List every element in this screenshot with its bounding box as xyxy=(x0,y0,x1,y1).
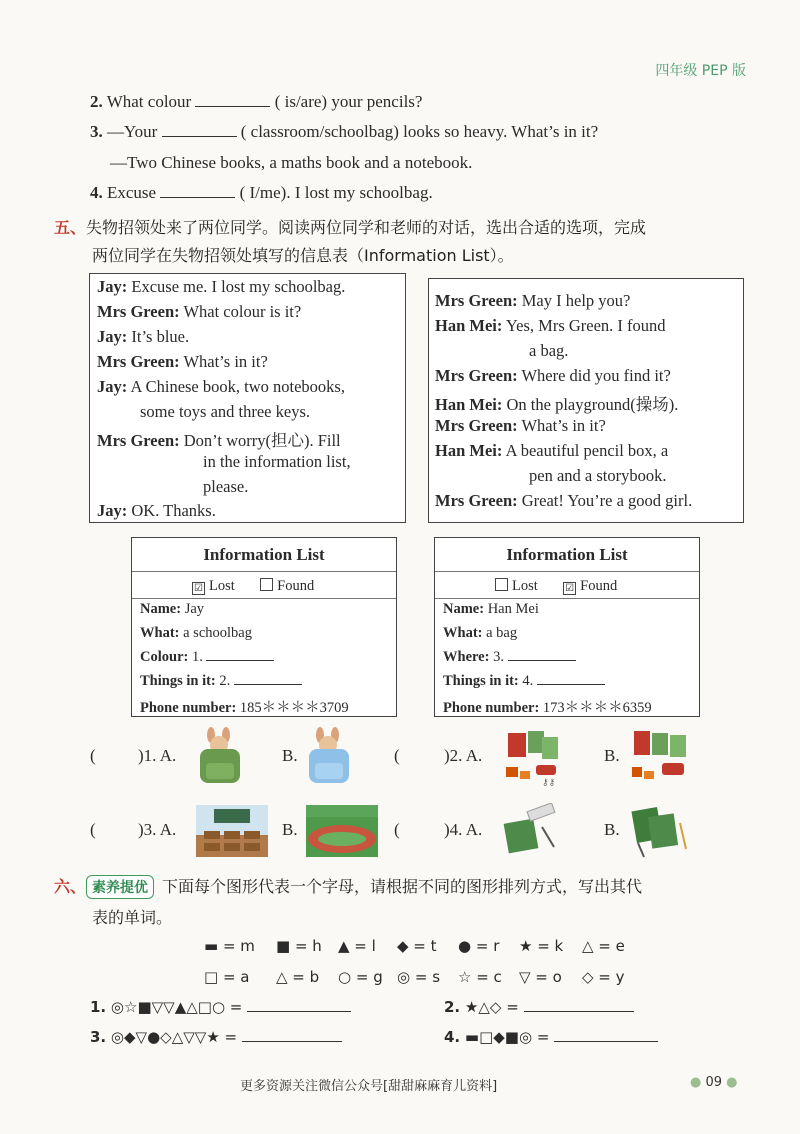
blackboard xyxy=(214,809,250,823)
question-line xyxy=(90,183,433,203)
question-reply: —Two Chinese books, a maths book and a notebook. xyxy=(110,153,473,172)
choice-b-label: B. xyxy=(282,746,298,765)
classroom-picture[interactable] xyxy=(196,805,268,857)
info-label: Phone number: xyxy=(140,700,237,716)
code-key: ☆ = c xyxy=(458,968,502,986)
info-label: Name: xyxy=(140,601,182,617)
dialog-line xyxy=(97,302,301,322)
trees xyxy=(306,805,378,817)
info-label: Phone number: xyxy=(443,700,540,716)
speaker: Han Mei: xyxy=(435,395,503,414)
section-badge: 素养提优 xyxy=(86,875,154,899)
info-row xyxy=(443,673,605,690)
choice-b-label: B. xyxy=(604,746,620,765)
desk xyxy=(244,843,260,851)
answer-paren[interactable]: ( xyxy=(90,746,96,765)
puzzle-symbols: ◎☆■▽▽▲△□○ = xyxy=(110,998,243,1016)
dialog-text: OK. Thanks. xyxy=(131,501,216,520)
pencilbox-pen-book-picture[interactable] xyxy=(502,803,564,859)
speaker: Mrs Green: xyxy=(97,302,180,321)
dialog-line: a bag. xyxy=(529,341,569,360)
info-label: What: xyxy=(140,625,180,641)
puzzle-number: 1. xyxy=(90,998,107,1016)
page-number-text: 09 xyxy=(705,1075,723,1090)
books-toys-keys-picture[interactable] xyxy=(502,727,564,787)
info-row xyxy=(443,649,576,666)
dialog-text: What’s in it? xyxy=(183,352,268,371)
answer-blank[interactable] xyxy=(524,1010,634,1012)
found-label: Found xyxy=(277,578,315,594)
choice-number: )4. A. xyxy=(444,820,483,839)
lost-checkbox[interactable] xyxy=(495,578,508,591)
puzzle-number: 3. xyxy=(90,1028,107,1046)
question-number: 4. xyxy=(90,183,103,202)
dialog-line xyxy=(97,501,216,521)
info-value: 3. xyxy=(493,649,504,665)
speaker: Mrs Green: xyxy=(97,431,180,450)
info-row xyxy=(140,601,204,618)
puzzle-symbols: ★△◇ = xyxy=(464,998,519,1016)
dialog-line xyxy=(97,277,345,297)
code-key: ● = r xyxy=(458,937,500,955)
dialog-text: Excuse me. I lost my schoolbag. xyxy=(131,277,346,296)
code-key: ■ = h xyxy=(276,937,322,955)
question-text: ( classroom/schoolbag) looks so heavy. What’s in it? xyxy=(240,122,599,141)
desk xyxy=(204,831,220,839)
found-checkbox[interactable] xyxy=(260,578,273,591)
info-value: 2. xyxy=(219,673,231,689)
toy-block xyxy=(506,767,518,777)
dialog-text: Yes, Mrs Green. I found xyxy=(505,316,666,335)
choice-b-label: B. xyxy=(282,820,298,839)
field xyxy=(318,832,366,846)
pencil-box xyxy=(527,803,555,821)
dialog-line: some toys and three keys. xyxy=(140,402,311,421)
red-book xyxy=(634,731,650,755)
divider xyxy=(132,571,396,572)
desk xyxy=(244,831,260,839)
answer-blank[interactable] xyxy=(554,1040,658,1042)
speaker: Jay: xyxy=(97,327,128,346)
speaker: Mrs Green: xyxy=(435,416,518,435)
desk xyxy=(224,831,240,839)
info-value: 173＊＊＊＊6359 xyxy=(542,700,652,716)
bag-pocket xyxy=(315,763,343,779)
lost-found-options xyxy=(192,578,314,595)
dialog-line: in the information list, xyxy=(203,452,351,471)
speaker: Han Mei: xyxy=(435,316,503,335)
answer-blank[interactable] xyxy=(508,659,576,661)
section-number: 六、 xyxy=(54,877,87,896)
puzzle-number: 4. xyxy=(444,1028,461,1046)
section-instruction: 下面每个图形代表一个字母，请根据不同的图形排列方式，写出其代 xyxy=(162,877,643,896)
choice-number: )1. A. xyxy=(138,746,177,765)
red-book xyxy=(508,733,526,757)
question-text: ( I/me). I lost my schoolbag. xyxy=(239,183,433,202)
section-instruction-cont: 表的单词。 xyxy=(92,908,173,927)
section-instruction-cont: 两位同学在失物招领处填写的信息表（Information List）。 xyxy=(92,246,514,265)
page-number xyxy=(690,1075,738,1090)
answer-blank[interactable] xyxy=(247,1010,351,1012)
dialog-line: please. xyxy=(203,477,249,496)
answer-blank[interactable] xyxy=(160,196,235,198)
question-text: ( is/are) your pencils? xyxy=(274,92,423,111)
info-row xyxy=(140,649,274,666)
info-row xyxy=(140,673,302,690)
dialog-line xyxy=(435,416,606,436)
bag-pocket xyxy=(206,763,234,779)
dialog-line: pen and a storybook. xyxy=(529,466,667,485)
speaker: Mrs Green: xyxy=(97,352,180,371)
puzzle-question xyxy=(444,1028,658,1046)
info-list-left xyxy=(131,537,397,717)
blue-schoolbag-picture[interactable] xyxy=(305,727,353,785)
dialog-text: A beautiful pencil box, a xyxy=(505,441,669,460)
found-checkbox[interactable]: ☑ xyxy=(563,582,576,595)
dialog-line xyxy=(97,352,268,372)
desk xyxy=(224,843,240,851)
dialog-line xyxy=(435,391,678,415)
puzzle-symbols: ▬□◆■◎ = xyxy=(464,1028,550,1046)
section-heading xyxy=(54,874,642,899)
question-line xyxy=(90,122,598,142)
answer-blank[interactable] xyxy=(206,659,274,661)
dialog-text: May I help you? xyxy=(521,291,631,310)
keys-icon: ⚷⚷ xyxy=(542,778,556,787)
code-key: ◇ = y xyxy=(582,968,625,986)
lost-checkbox[interactable]: ☑ xyxy=(192,582,205,595)
info-value: a schoolbag xyxy=(183,625,252,641)
question-text: —Your xyxy=(107,122,158,141)
dialog-line xyxy=(97,427,341,451)
code-key: ▬ = m xyxy=(204,937,255,955)
green-notebook xyxy=(652,733,668,755)
code-key: △ = e xyxy=(582,937,625,955)
section-heading xyxy=(54,215,646,238)
info-label: Name: xyxy=(443,601,485,617)
books-pencil-picture[interactable] xyxy=(628,803,690,859)
green-notebook xyxy=(670,735,686,757)
section-number: 五、 xyxy=(54,218,87,237)
puzzle-question xyxy=(90,1028,342,1046)
puzzle-symbols: ◎◆▽●◇△▽▽★ = xyxy=(110,1028,238,1046)
question-text: Excuse xyxy=(107,183,157,202)
answer-paren[interactable]: ( xyxy=(394,820,400,839)
info-value: a bag xyxy=(486,625,518,641)
dot-icon: ● xyxy=(690,1075,702,1090)
code-key: ◎ = s xyxy=(397,968,441,986)
dialog-text: What colour is it? xyxy=(183,302,302,321)
code-key: □ = a xyxy=(204,968,250,986)
info-label: Where: xyxy=(443,649,490,665)
storybook xyxy=(648,813,678,848)
info-value: 185＊＊＊＊3709 xyxy=(239,700,349,716)
divider xyxy=(132,598,396,599)
toy-car xyxy=(662,763,684,775)
storybook xyxy=(504,819,539,854)
question-number: 2. xyxy=(90,92,103,111)
playground-picture[interactable] xyxy=(306,805,378,857)
dialog-text: Don’t worry(担心). Fill xyxy=(183,431,341,450)
dialog-text: On the playground(操场). xyxy=(506,395,679,414)
answer-paren[interactable]: ( xyxy=(90,820,96,839)
grade-label: 四年级 PEP 版 xyxy=(655,63,746,79)
dialog-text: Great! You’re a good girl. xyxy=(521,491,693,510)
code-key: ▽ = o xyxy=(519,968,562,986)
green-notebook xyxy=(528,731,544,753)
dialog-line xyxy=(435,441,668,461)
dialog-box-left xyxy=(89,273,406,523)
toy-block xyxy=(632,767,642,777)
toy-block xyxy=(520,771,530,779)
info-row xyxy=(443,625,517,642)
toy-block xyxy=(644,771,654,779)
dialog-line xyxy=(435,291,630,311)
info-row xyxy=(140,625,252,642)
green-schoolbag-picture[interactable] xyxy=(196,727,244,785)
speaker: Han Mei: xyxy=(435,441,503,460)
info-value: Jay xyxy=(184,601,205,617)
info-label: What: xyxy=(443,625,483,641)
dialog-line xyxy=(97,377,345,397)
dialog-line xyxy=(97,327,189,347)
lost-label: Lost xyxy=(512,578,538,594)
speaker: Jay: xyxy=(97,501,128,520)
info-row xyxy=(140,696,349,717)
answer-blank[interactable] xyxy=(537,683,605,685)
info-value: Han Mei xyxy=(487,601,539,617)
choice-number: )2. A. xyxy=(444,746,483,765)
dialog-line xyxy=(435,491,692,511)
section-instruction: 失物招领处来了两位同学。阅读两位同学和老师的对话，选出合适的选项，完成 xyxy=(86,218,647,237)
answer-blank[interactable] xyxy=(162,135,237,137)
code-key: ▲ = l xyxy=(338,937,376,955)
info-label: Colour: xyxy=(140,649,189,665)
lost-found-options xyxy=(495,578,617,595)
divider xyxy=(435,598,699,599)
info-label: Things in it: xyxy=(140,673,216,689)
info-value: 4. xyxy=(522,673,534,689)
info-list-right xyxy=(434,537,700,717)
code-key: △ = b xyxy=(276,968,320,986)
pen xyxy=(542,827,554,847)
info-list-title: Information List xyxy=(203,545,325,564)
footer-note: 更多资源关注微信公众号[甜甜麻麻育儿资料] xyxy=(240,1079,498,1094)
speaker: Jay: xyxy=(97,277,128,296)
dot-icon: ● xyxy=(726,1075,738,1090)
choice-b-label: B. xyxy=(604,820,620,839)
speaker: Mrs Green: xyxy=(435,291,518,310)
info-row xyxy=(443,601,539,618)
pen xyxy=(638,843,644,857)
answer-blank[interactable] xyxy=(195,105,270,107)
answer-blank[interactable] xyxy=(234,683,302,685)
question-text: What colour xyxy=(106,92,192,111)
speaker: Jay: xyxy=(97,377,128,396)
dialog-text: Where did you find it? xyxy=(521,366,671,385)
info-row xyxy=(443,696,652,717)
puzzle-number: 2. xyxy=(444,998,461,1016)
question-line xyxy=(90,92,422,112)
answer-paren[interactable]: ( xyxy=(394,746,400,765)
books-toys-picture[interactable] xyxy=(628,727,690,787)
code-key: ★ = k xyxy=(519,937,564,955)
dialog-box-right xyxy=(428,278,744,523)
lost-label: Lost xyxy=(209,578,235,594)
puzzle-question xyxy=(90,998,351,1016)
answer-blank[interactable] xyxy=(242,1040,342,1042)
choice-number: )3. A. xyxy=(138,820,177,839)
question-number: 3. xyxy=(90,122,103,141)
toy-car xyxy=(536,765,556,775)
code-key: ◆ = t xyxy=(397,937,437,955)
puzzle-question xyxy=(444,998,634,1016)
found-label: Found xyxy=(580,578,618,594)
info-value: 1. xyxy=(191,649,203,665)
speaker: Mrs Green: xyxy=(435,491,518,510)
info-list-title: Information List xyxy=(506,545,628,564)
dialog-line xyxy=(435,366,671,386)
green-notebook xyxy=(542,737,558,759)
speaker: Mrs Green: xyxy=(435,366,518,385)
code-key: ○ = g xyxy=(338,968,383,986)
dialog-line xyxy=(435,316,666,336)
desk xyxy=(204,843,220,851)
dialog-text: A Chinese book, two notebooks, xyxy=(130,377,345,396)
dialog-text: It’s blue. xyxy=(131,327,190,346)
pencil xyxy=(680,823,686,849)
dialog-text: What’s in it? xyxy=(521,416,606,435)
info-label: Things in it: xyxy=(443,673,519,689)
divider xyxy=(435,571,699,572)
